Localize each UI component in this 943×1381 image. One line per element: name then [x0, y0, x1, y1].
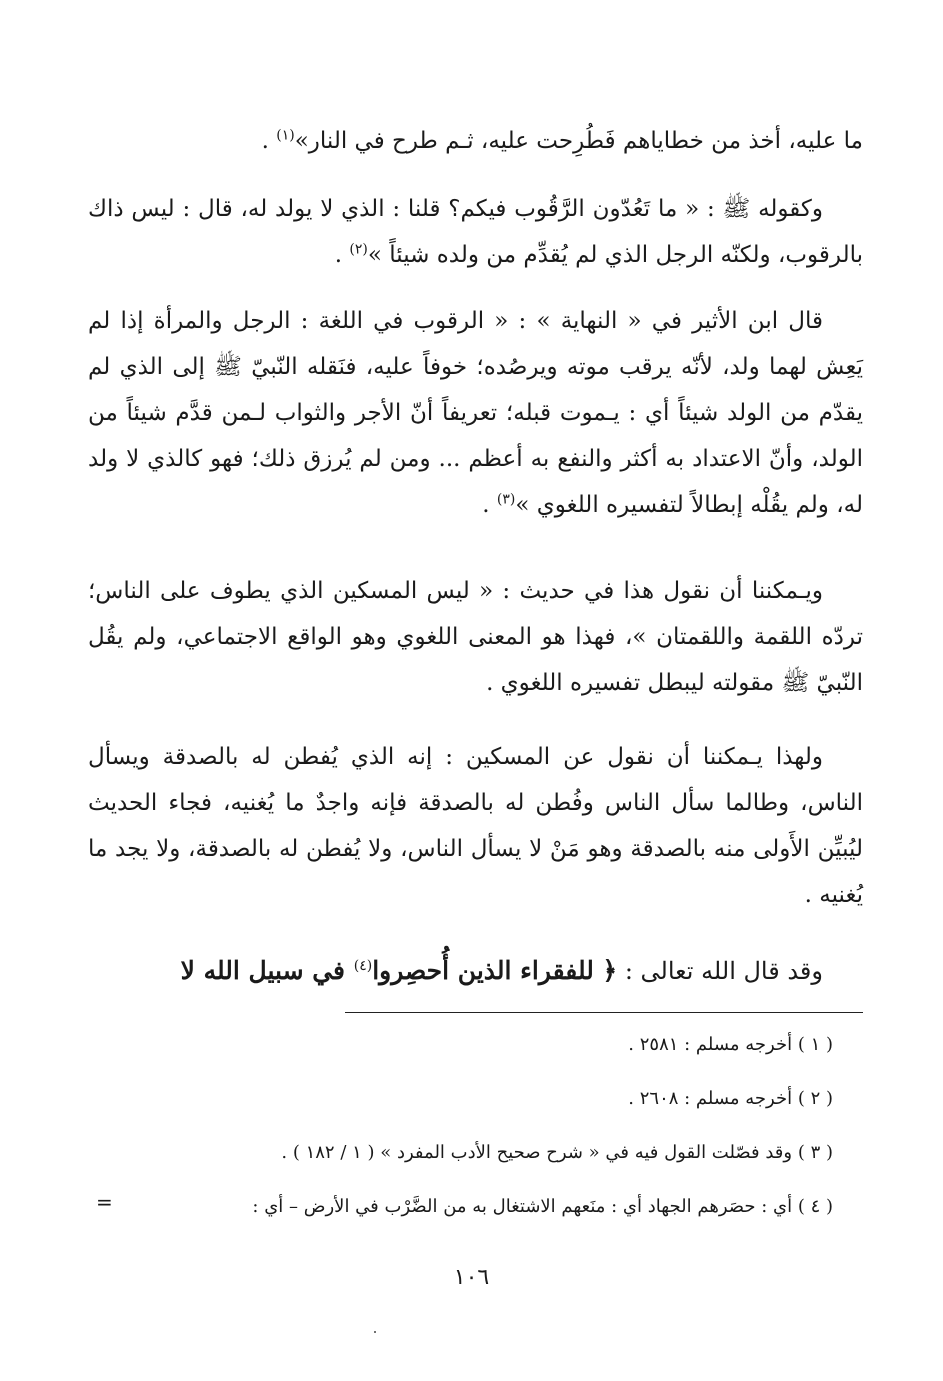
- footnote-3: ( ٣ ) وقد فصّلت القول فيه في « شرح صحيح الأدب المفرد » ( ١ / ١٨٢ ) .: [281, 1142, 833, 1163]
- footnote-separator: [345, 1012, 863, 1013]
- footnote-2: ( ٢ ) أخرجه مسلم : ٢٦٠٨ .: [628, 1088, 833, 1109]
- paragraph-1-end: .: [261, 128, 277, 154]
- footnote-ref-3[interactable]: (٣): [496, 491, 516, 508]
- quran-quote: ﴿ للفقراء الذين أُحصِروا: [372, 956, 618, 985]
- paragraph-2: [88, 186, 863, 278]
- paragraph-3-end: .: [482, 492, 497, 518]
- footnote-ref-4[interactable]: (٤): [353, 958, 373, 974]
- paragraph-4-text: ويـمكننا أن نقول هذا في حديث : « ليس المسكين الذي يطوف على الناس؛ تردّه اللقمة واللقمتان »، فهذا هو المعنى اللغوي وهو الواقع الاجتماعي، ولم يقُل النّبيّ ﷺ مقولته ليبطل تفسيره اللغوي .: [88, 578, 863, 696]
- paragraph-5: [88, 734, 863, 918]
- paragraph-2-end: .: [334, 242, 350, 268]
- scan-speck: [374, 1331, 376, 1333]
- paragraph-5-text: ولهذا يـمكننا أن نقول عن المسكين : إنه الذي يُفطن له بالصدقة ويسأل الناس، وطالما سأل الناس وفُطن له بالصدقة فإنه واجدٌ ما يُغنيه، فجاء الحديث ليُبيِّن الأَولى منه بالصدقة وهو مَنْ لا يسأل الناس، ولا يُفطن له بالصدقة، ولا يجد ما يُغنيه .: [88, 744, 863, 908]
- paragraph-3-text: قال ابن الأثير في « النهاية » : « الرقوب في اللغة : الرجل والمرأة إذا لم يَعِش لهما ولد، لأنّه يرقب موته ويرصُده؛ خوفاً عليه، فنَقله النّبيّ ﷺ إلى الذي لم يقدّم من الولد شيئاً أي : يـموت قبله؛ تعريفاً أنّ الأجر والثواب لـمن قدَّم شيئاً من الولد، وأنّ الاعتداد به أكثر والنفع به أعظم ... ومن لم يُرزق ذلك؛ فهو كالذي لا ولد له، ولم يقُلْه إبطالاً لتفسيره اللغوي »: [88, 308, 863, 518]
- footnotes: [88, 1018, 833, 1234]
- paragraph-2-text: وكقوله ﷺ : « ما تَعُدّون الرَّقُوب فيكم؟ قلنا : الذي لا يولد له، قال : ليس ذاك بالرقوب، ولكنّه الرجل الذي لم يُقدِّم من ولده شيئاً »: [88, 196, 863, 268]
- footnote-4: ( ٤ ) أي : حصَرهم الجهاد أي : منَعهم الاشتغال به من الضَّرْب في الأرض – أي :: [252, 1196, 833, 1217]
- paragraph-6-text: وقد قال الله تعالى :: [617, 957, 823, 985]
- quran-quote-end: في سبيل الله لا: [180, 956, 354, 985]
- paragraph-1-text: ما عليه، أخذ من خطاياهم فَطُرِحت عليه، ثـم طرح في النار»: [294, 128, 863, 154]
- footnote-1: ( ١ ) أخرجه مسلم : ٢٥٨١ .: [628, 1034, 833, 1055]
- paragraph-3: [88, 298, 863, 528]
- footnote-ref-2[interactable]: (٢): [349, 241, 368, 258]
- paragraph-4: [88, 568, 863, 706]
- paragraph-6: [88, 946, 863, 996]
- continuation-mark: =: [96, 1190, 113, 1214]
- page-number: ١٠٦: [453, 1265, 490, 1290]
- footnote-ref-1[interactable]: (١): [276, 127, 295, 144]
- paragraph-1: [88, 118, 863, 164]
